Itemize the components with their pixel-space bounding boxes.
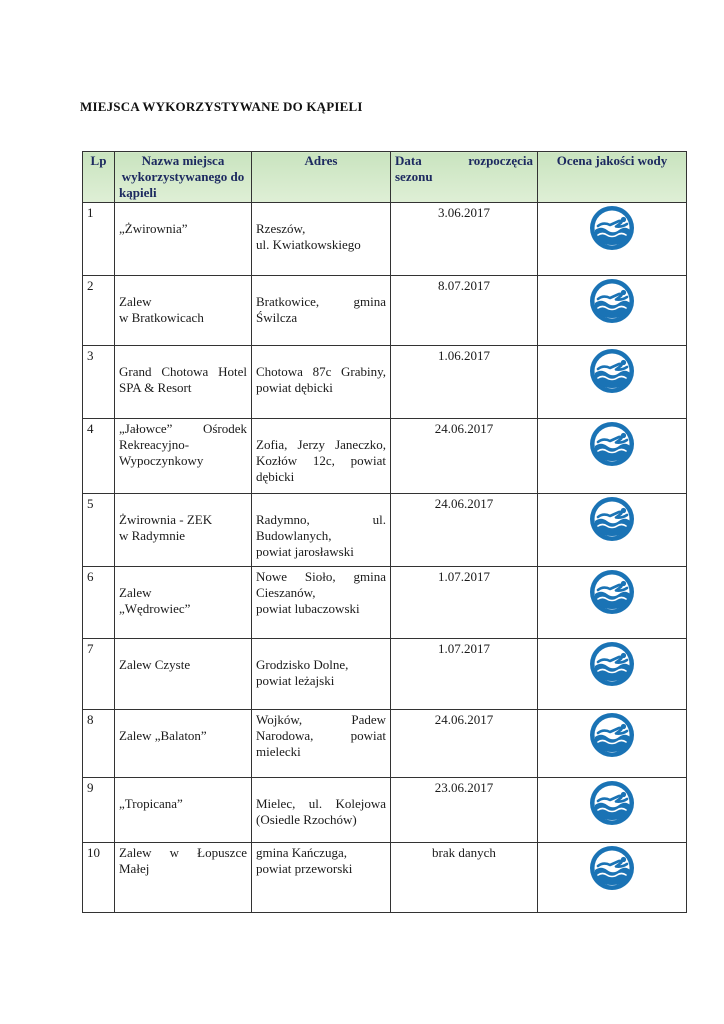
cell-lp: 5 bbox=[83, 494, 115, 567]
cell-quality bbox=[538, 346, 687, 419]
cell-address: gmina Kańczuga, powiat przeworski bbox=[252, 843, 391, 913]
cell-lp: 6 bbox=[83, 567, 115, 639]
cell-quality bbox=[538, 419, 687, 494]
cell-name: Zalew w Bratkowicach bbox=[115, 276, 252, 346]
cell-date: 1.07.2017 bbox=[391, 567, 538, 639]
cell-name: „Jałowce” Ośrodek Rekreacyjno- Wypoczynkowy bbox=[115, 419, 252, 494]
cell-name: „Tropicana” bbox=[115, 778, 252, 843]
cell-date: 23.06.2017 bbox=[391, 778, 538, 843]
cell-lp: 1 bbox=[83, 203, 115, 276]
swimmer-good-quality-icon bbox=[589, 845, 635, 891]
table-row-9 bbox=[83, 778, 687, 843]
swimmer-good-quality-icon bbox=[589, 278, 635, 324]
swimmer-good-quality-icon bbox=[589, 569, 635, 615]
cell-date: 8.07.2017 bbox=[391, 276, 538, 346]
swimmer-good-quality-icon bbox=[589, 348, 635, 394]
cell-lp: 8 bbox=[83, 710, 115, 778]
table-row-4 bbox=[83, 419, 687, 494]
cell-quality bbox=[538, 778, 687, 843]
cell-date: brak danych bbox=[391, 843, 538, 913]
table-row-10 bbox=[83, 843, 687, 913]
cell-name: Zalew w Łopuszce Małej bbox=[115, 843, 252, 913]
header-date bbox=[391, 152, 538, 203]
cell-address: Grodzisko Dolne, powiat leżajski bbox=[252, 639, 391, 710]
table-row-8 bbox=[83, 710, 687, 778]
table-row-3 bbox=[83, 346, 687, 419]
cell-date: 24.06.2017 bbox=[391, 494, 538, 567]
cell-lp: 10 bbox=[83, 843, 115, 913]
cell-address: Wojków, Padew Narodowa, powiat mielecki bbox=[252, 710, 391, 778]
swimmer-good-quality-icon bbox=[589, 641, 635, 687]
header-date-word1: Data bbox=[395, 153, 422, 168]
cell-quality bbox=[538, 710, 687, 778]
cell-name: Zalew „Balaton” bbox=[115, 710, 252, 778]
cell-quality bbox=[538, 567, 687, 639]
header-date-word3: sezonu bbox=[395, 169, 433, 184]
cell-name: Zalew Czyste bbox=[115, 639, 252, 710]
table-row-1 bbox=[83, 203, 687, 276]
swimmer-good-quality-icon bbox=[589, 496, 635, 542]
header-address: Adres bbox=[252, 152, 391, 203]
table-row-6 bbox=[83, 567, 687, 639]
swimmer-good-quality-icon bbox=[589, 712, 635, 758]
cell-name: „Żwirownia” bbox=[115, 203, 252, 276]
cell-lp: 7 bbox=[83, 639, 115, 710]
swimmer-good-quality-icon bbox=[589, 780, 635, 826]
cell-quality bbox=[538, 203, 687, 276]
swimmer-good-quality-icon bbox=[589, 205, 635, 251]
cell-address: Rzeszów, ul. Kwiatkowskiego bbox=[252, 203, 391, 276]
cell-quality bbox=[538, 276, 687, 346]
cell-lp: 9 bbox=[83, 778, 115, 843]
cell-lp: 3 bbox=[83, 346, 115, 419]
header-name: Nazwa miejsca wykorzystywanego do kąpieli bbox=[115, 152, 252, 203]
cell-date: 1.06.2017 bbox=[391, 346, 538, 419]
header-quality: Ocena jakości wody bbox=[538, 152, 687, 203]
cell-name: Żwirownia - ZEK w Radymnie bbox=[115, 494, 252, 567]
cell-address: Zofia, Jerzy Janeczko, Kozłów 12c, powiat dębicki bbox=[252, 419, 391, 494]
table-row-2 bbox=[83, 276, 687, 346]
cell-date: 24.06.2017 bbox=[391, 710, 538, 778]
page-title: MIEJSCA WYKORZYSTYWANE DO KĄPIELI bbox=[80, 99, 363, 114]
cell-date: 3.06.2017 bbox=[391, 203, 538, 276]
table-row-7 bbox=[83, 639, 687, 710]
cell-address: Radymno, ul. Budowlanych, powiat jarosławski bbox=[252, 494, 391, 567]
bathing-sites-table bbox=[82, 151, 687, 913]
cell-address: Mielec, ul. Kolejowa (Osiedle Rzochów) bbox=[252, 778, 391, 843]
cell-lp: 2 bbox=[83, 276, 115, 346]
cell-address: Nowe Sioło, gmina Cieszanów, powiat lubaczowski bbox=[252, 567, 391, 639]
cell-lp: 4 bbox=[83, 419, 115, 494]
header-lp: Lp bbox=[83, 152, 115, 203]
cell-name: Grand Chotowa Hotel SPA & Resort bbox=[115, 346, 252, 419]
cell-date: 24.06.2017 bbox=[391, 419, 538, 494]
table-header-row bbox=[83, 152, 687, 203]
cell-quality bbox=[538, 494, 687, 567]
cell-date: 1.07.2017 bbox=[391, 639, 538, 710]
swimmer-good-quality-icon bbox=[589, 421, 635, 467]
header-date-word2: rozpoczęcia bbox=[468, 153, 533, 168]
cell-address: Bratkowice, gmina Świlcza bbox=[252, 276, 391, 346]
cell-address: Chotowa 87c Grabiny, powiat dębicki bbox=[252, 346, 391, 419]
cell-quality bbox=[538, 843, 687, 913]
cell-name: Zalew „Wędrowiec” bbox=[115, 567, 252, 639]
cell-quality bbox=[538, 639, 687, 710]
table-row-5 bbox=[83, 494, 687, 567]
